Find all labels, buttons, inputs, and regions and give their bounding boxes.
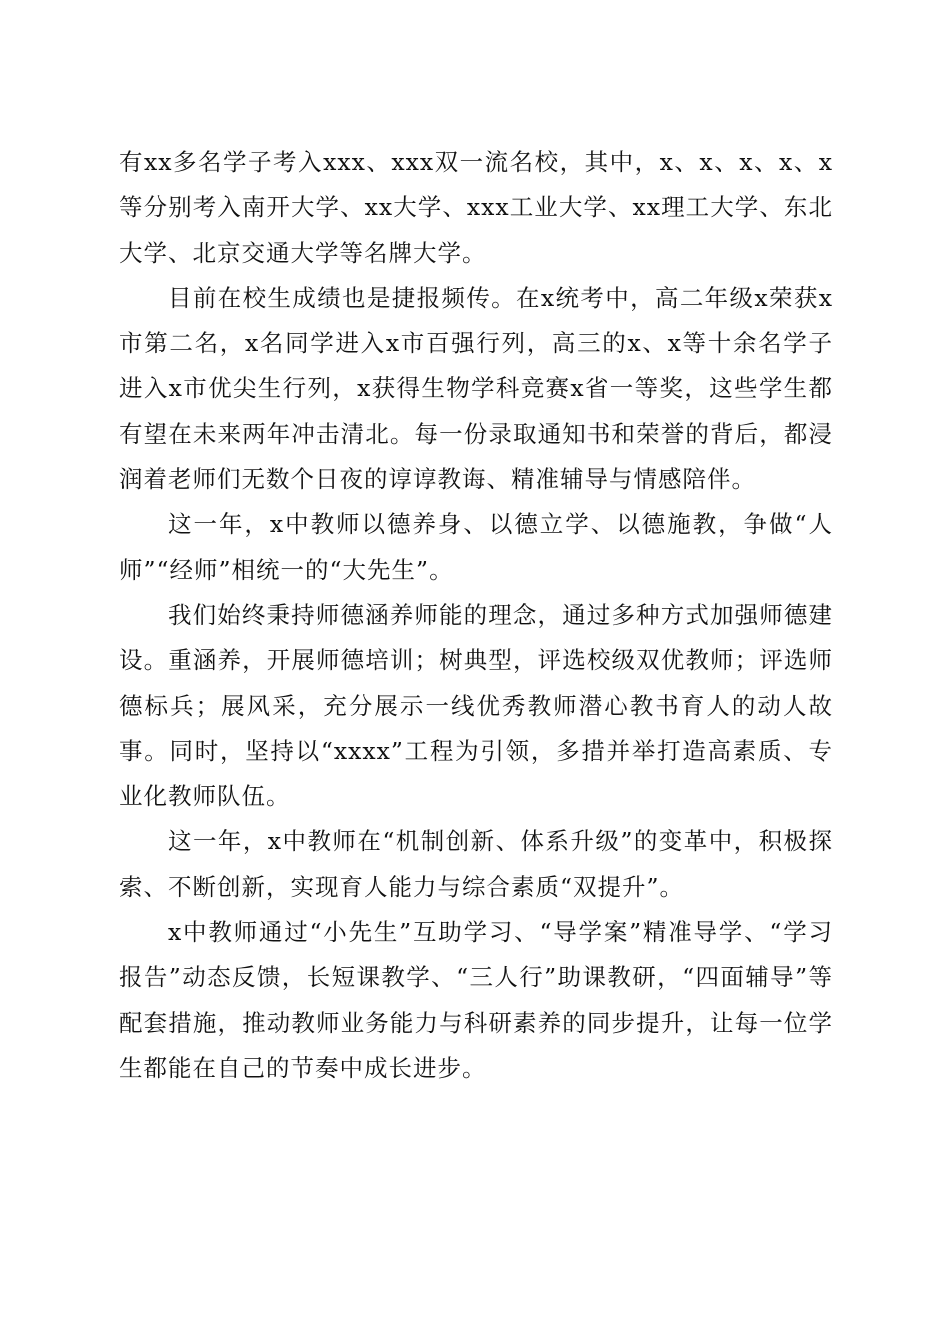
paragraph-innovation-intro: 这一年，x中教师在“机制创新、体系升级”的变革中，积极探索、不断创新，实现育人能力与综合素质“双提升”。	[119, 827, 833, 901]
document-body	[119, 140, 833, 1091]
paragraph-teacher-ethics-intro: 这一年，x中教师以德养身、以德立学、以德施教，争做“人师”“经师”相统一的“大先生”。	[119, 510, 833, 584]
paragraph-teacher-ethics-building: 我们始终秉持师德涵养师能的理念，通过多种方式加强师德建设。重涵养，开展师德培训；树典型，评选校级双优教师；评选师德标兵；展风采，充分展示一线优秀教师潜心教书育人的动人故事。同时，坚持以“xxxx”工程为引领，多措并举打造高素质、专业化教师队伍。	[119, 600, 833, 811]
paragraph-results-admissions: 有xx多名学子考入xxx、xxx双一流名校，其中，x、x、x、x、x等分别考入南开大学、xx大学、xxx工业大学、xx理工大学、东北大学、北京交通大学等名牌大学。	[119, 148, 833, 267]
paragraph-teaching-measures: x中教师通过“小先生”互助学习、“导学案”精准导学、“学习报告”动态反馈，长短课教学、“三人行”助课教研，“四面辅导”等配套措施，推动教师业务能力与科研素养的同步提升，让每一位学生都能在自己的节奏中成长进步。	[119, 918, 833, 1082]
paragraph-current-students: 目前在校生成绩也是捷报频传。在x统考中，高二年级x荣获x市第二名，x名同学进入x市百强行列，高三的x、x等十余名学子进入x市优尖生行列，x获得生物学科竞赛x省一等奖，这些学生都有望在未来两年冲击清北。每一份录取通知书和荣誉的背后，都浸润着老师们无数个日夜的谆谆教诲、精准辅导与情感陪伴。	[119, 283, 833, 494]
